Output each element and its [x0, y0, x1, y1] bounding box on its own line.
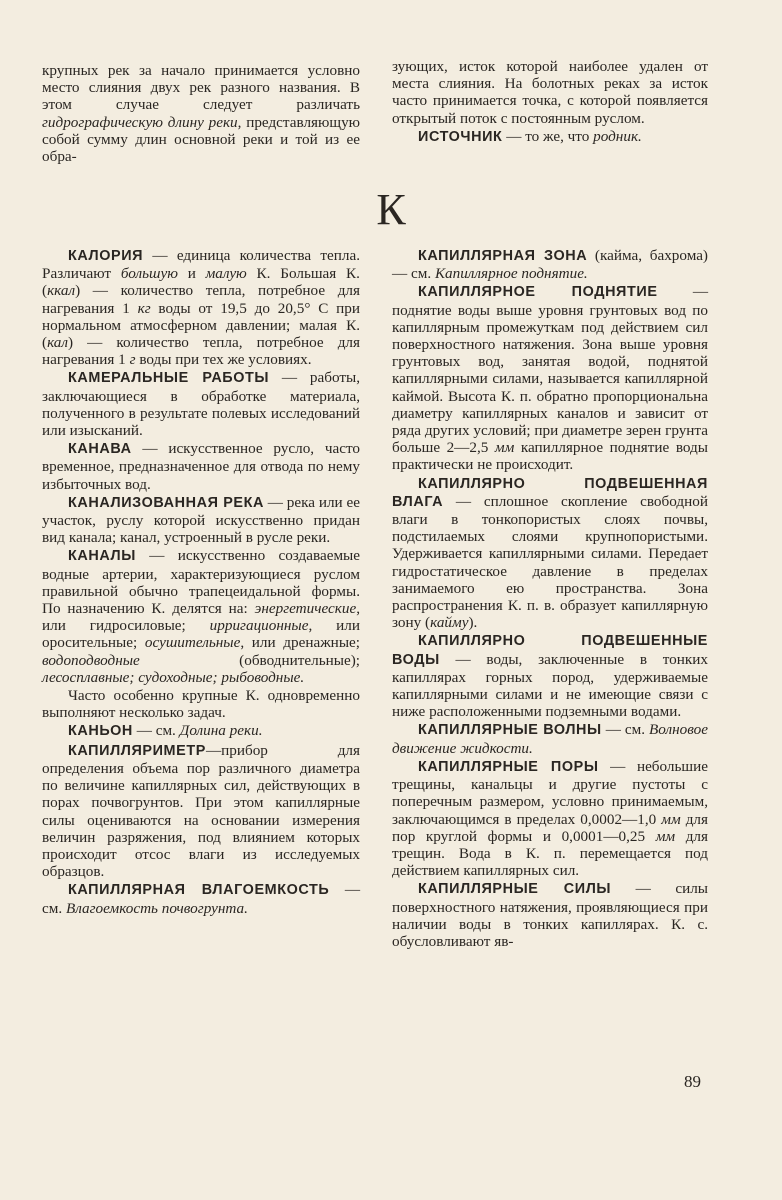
- entry-headword: КАПИЛЛЯРНЫЕ ПОРЫ: [418, 758, 599, 775]
- entry-headword: КАНЬОН: [68, 723, 133, 740]
- entry-headword: КАПИЛЛЯРНО ПОДВЕШЕННЫЕ ВОДЫ: [392, 633, 708, 668]
- entry-headword: ИСТОЧНИК: [418, 128, 503, 145]
- entry-kaloriya: КАЛОРИЯ — единица количества тепла. Различают большую и малую К. Большая К. (ккал) — количество тепла, потребное для нагревания 1 кг воды от 19,5 до 20,5° С при нормальном атмосферном давлении; малая К. (кал) — количество тепла, потребное для нагревания 1 г воды при тех же условиях.: [42, 247, 360, 369]
- entry-kameralnye-raboty: КАМЕРАЛЬНЫЕ РАБОТЫ — работы, заключающиеся в обработке материала, полученного в результате полевых исследований или изысканий.: [42, 369, 360, 440]
- continued-entry-text: крупных рек за начало принимается условно место слияния двух рек разного названия. В этом случае следует различать гидрографическую длину реки, представляющую собой сумму длин основной реки и той из ее обра-: [42, 62, 361, 166]
- entry-headword: КАПИЛЛЯРНАЯ ВЛАГОЕМКОСТЬ: [68, 882, 330, 899]
- entry-headword: КАПИЛЛЯРНЫЕ СИЛЫ: [418, 881, 612, 898]
- entry-headword: КАМЕРАЛЬНЫЕ РАБОТЫ: [68, 370, 270, 387]
- entry-kapillyarnoe-podnyatie: КАПИЛЛЯРНОЕ ПОДНЯТИЕ — поднятие воды выше уровня грунтовых вод по капиллярным промежуткам под действием сил поверхностного натяжения. Зона выше уровня грунтовых вод, занятая водой, поднятой капиллярными силами, называется капиллярной каймой. Высота К. п. обратно пропорциональна диаметру капиллярных каналов и зависит от ряда других условий; при диаметре зерен грунта больше 2—2,5 мм капиллярное поднятие воды практически не происходит.: [392, 283, 709, 474]
- entry-headword: КАПИЛЛЯРИМЕТР: [68, 742, 206, 759]
- main-columns: [0, 246, 782, 1076]
- entry-kapillyarno-podveshennye-vody: КАПИЛЛЯРНО ПОДВЕШЕННЫЕ ВОДЫ — воды, заключенные в тонких капиллярах горных пород, удерживаемые капиллярными силами и не имеющие связи с ниже расположенными подземными водами.: [392, 633, 708, 721]
- top-right-column: [392, 58, 708, 146]
- entry-headword: КАПИЛЛЯРНОЕ ПОДНЯТИЕ: [418, 284, 658, 301]
- entry-kanon: КАНЬОН — см. Долина реки.: [68, 722, 263, 740]
- top-continuation: [0, 58, 782, 170]
- entry-headword: КАНАЛЫ: [68, 548, 136, 565]
- entry-headword: КАНАВА: [68, 441, 132, 458]
- entry-kanava: КАНАВА — искусственное русло, часто временное, предназначенное для отвода по нему избыточных вод.: [42, 440, 360, 493]
- continued-entry-text: зующих, исток которой наиболее удален от места слияния. На болотных реках за исток часто принимается точка, с которой появляется открытый поток с постоянным руслом.: [392, 58, 708, 127]
- entry-kapillyarnye-sily: КАПИЛЛЯРНЫЕ СИЛЫ — силы поверхностного натяжения, проявляющиеся при наличии воды в тонких капиллярах. К. с. обусловливают яв-: [392, 880, 708, 950]
- entry-kapillyarimetr: КАПИЛЛЯРИМЕТР—прибор для определения объема пор различного диаметра по величине капиллярных сил, действующих в порах почвогрунтов. При этом капиллярные силы оцениваются на основании измерения величин разряжения, под влиянием которых происходит отсос влаги из исследуемых образцов.: [42, 741, 360, 881]
- entry-headword: КАПИЛЛЯРНО ПОДВЕШЕННАЯ ВЛАГА: [392, 475, 708, 510]
- right-column: [392, 246, 708, 950]
- entry-kapillyarnaya-vlagoemkost: КАПИЛЛЯРНАЯ ВЛАГОЕМКОСТЬ — см. Влагоемкость почвогрунта.: [42, 881, 360, 917]
- entry-headword: КАПИЛЛЯРНАЯ ЗОНА: [418, 248, 588, 264]
- top-left-column: [42, 62, 360, 165]
- entry-istochnik: ИСТОЧНИК — то же, что родник.: [418, 127, 642, 145]
- section-letter: К: [376, 185, 406, 234]
- entry-headword: КАНАЛИЗОВАННАЯ РЕКА: [68, 494, 264, 511]
- entry-kapillyarnye-pory: КАПИЛЛЯРНЫЕ ПОРЫ — небольшие трещины, канальцы и другие пустоты с поперечным размером, условно принимаемым, заключающимся в пределах 0,0002—1,0 мм для пор круглой формы и 0,0001—0,25 мм для трещин. Вода в К. п. перемещается под действием капиллярных сил.: [392, 757, 709, 880]
- entry-kanaly: КАНАЛЫ — искусственно создаваемые водные артерии, характеризующиеся руслом правильной обычно трапецеидальной формы. По назначению К. делятся на: энергетические, или гидросиловые; ирригационные, или оросительные; осушительные, или дренажные; водоподводные (обводнительные); лесосплавные; судоходные; рыбоводные.: [42, 547, 360, 686]
- entry-kapillyarnaya-zona: КАПИЛЛЯРНАЯ ЗОНА (кайма, бахрома) — см. Капиллярное поднятие.: [392, 247, 708, 283]
- left-column: [42, 246, 360, 917]
- entry-kapillyarnye-volny: КАПИЛЛЯРНЫЕ ВОЛНЫ — см. Волновое движение жидкости.: [392, 721, 708, 757]
- page-number: 89: [684, 1072, 701, 1091]
- entry-kapillyarno-podveshennaya-vlaga: КАПИЛЛЯРНО ПОДВЕШЕННАЯ ВЛАГА — сплошное скопление свободной влаги в тонкопористых слоях почвы, подстилаемых слоями крупнопористыми. Удерживается капиллярными силами. Передает гидростатическое давление в пределах занимаемого ею пространства. Зона распространения К. п. в. образует капиллярную зону (кайму).: [392, 475, 708, 632]
- entry-headword: КАЛОРИЯ: [68, 248, 144, 264]
- entry-kanalizovannaya-reka: КАНАЛИЗОВАННАЯ РЕКА — река или ее участок, руслу которой искусственно придан вид канала; канал, устроенный в русле реки.: [42, 493, 360, 547]
- entry-headword: КАПИЛЛЯРНЫЕ ВОЛНЫ: [418, 722, 602, 739]
- entry-kanaly-note: Часто особенно крупные К. одновременно выполняют несколько задач.: [42, 687, 360, 722]
